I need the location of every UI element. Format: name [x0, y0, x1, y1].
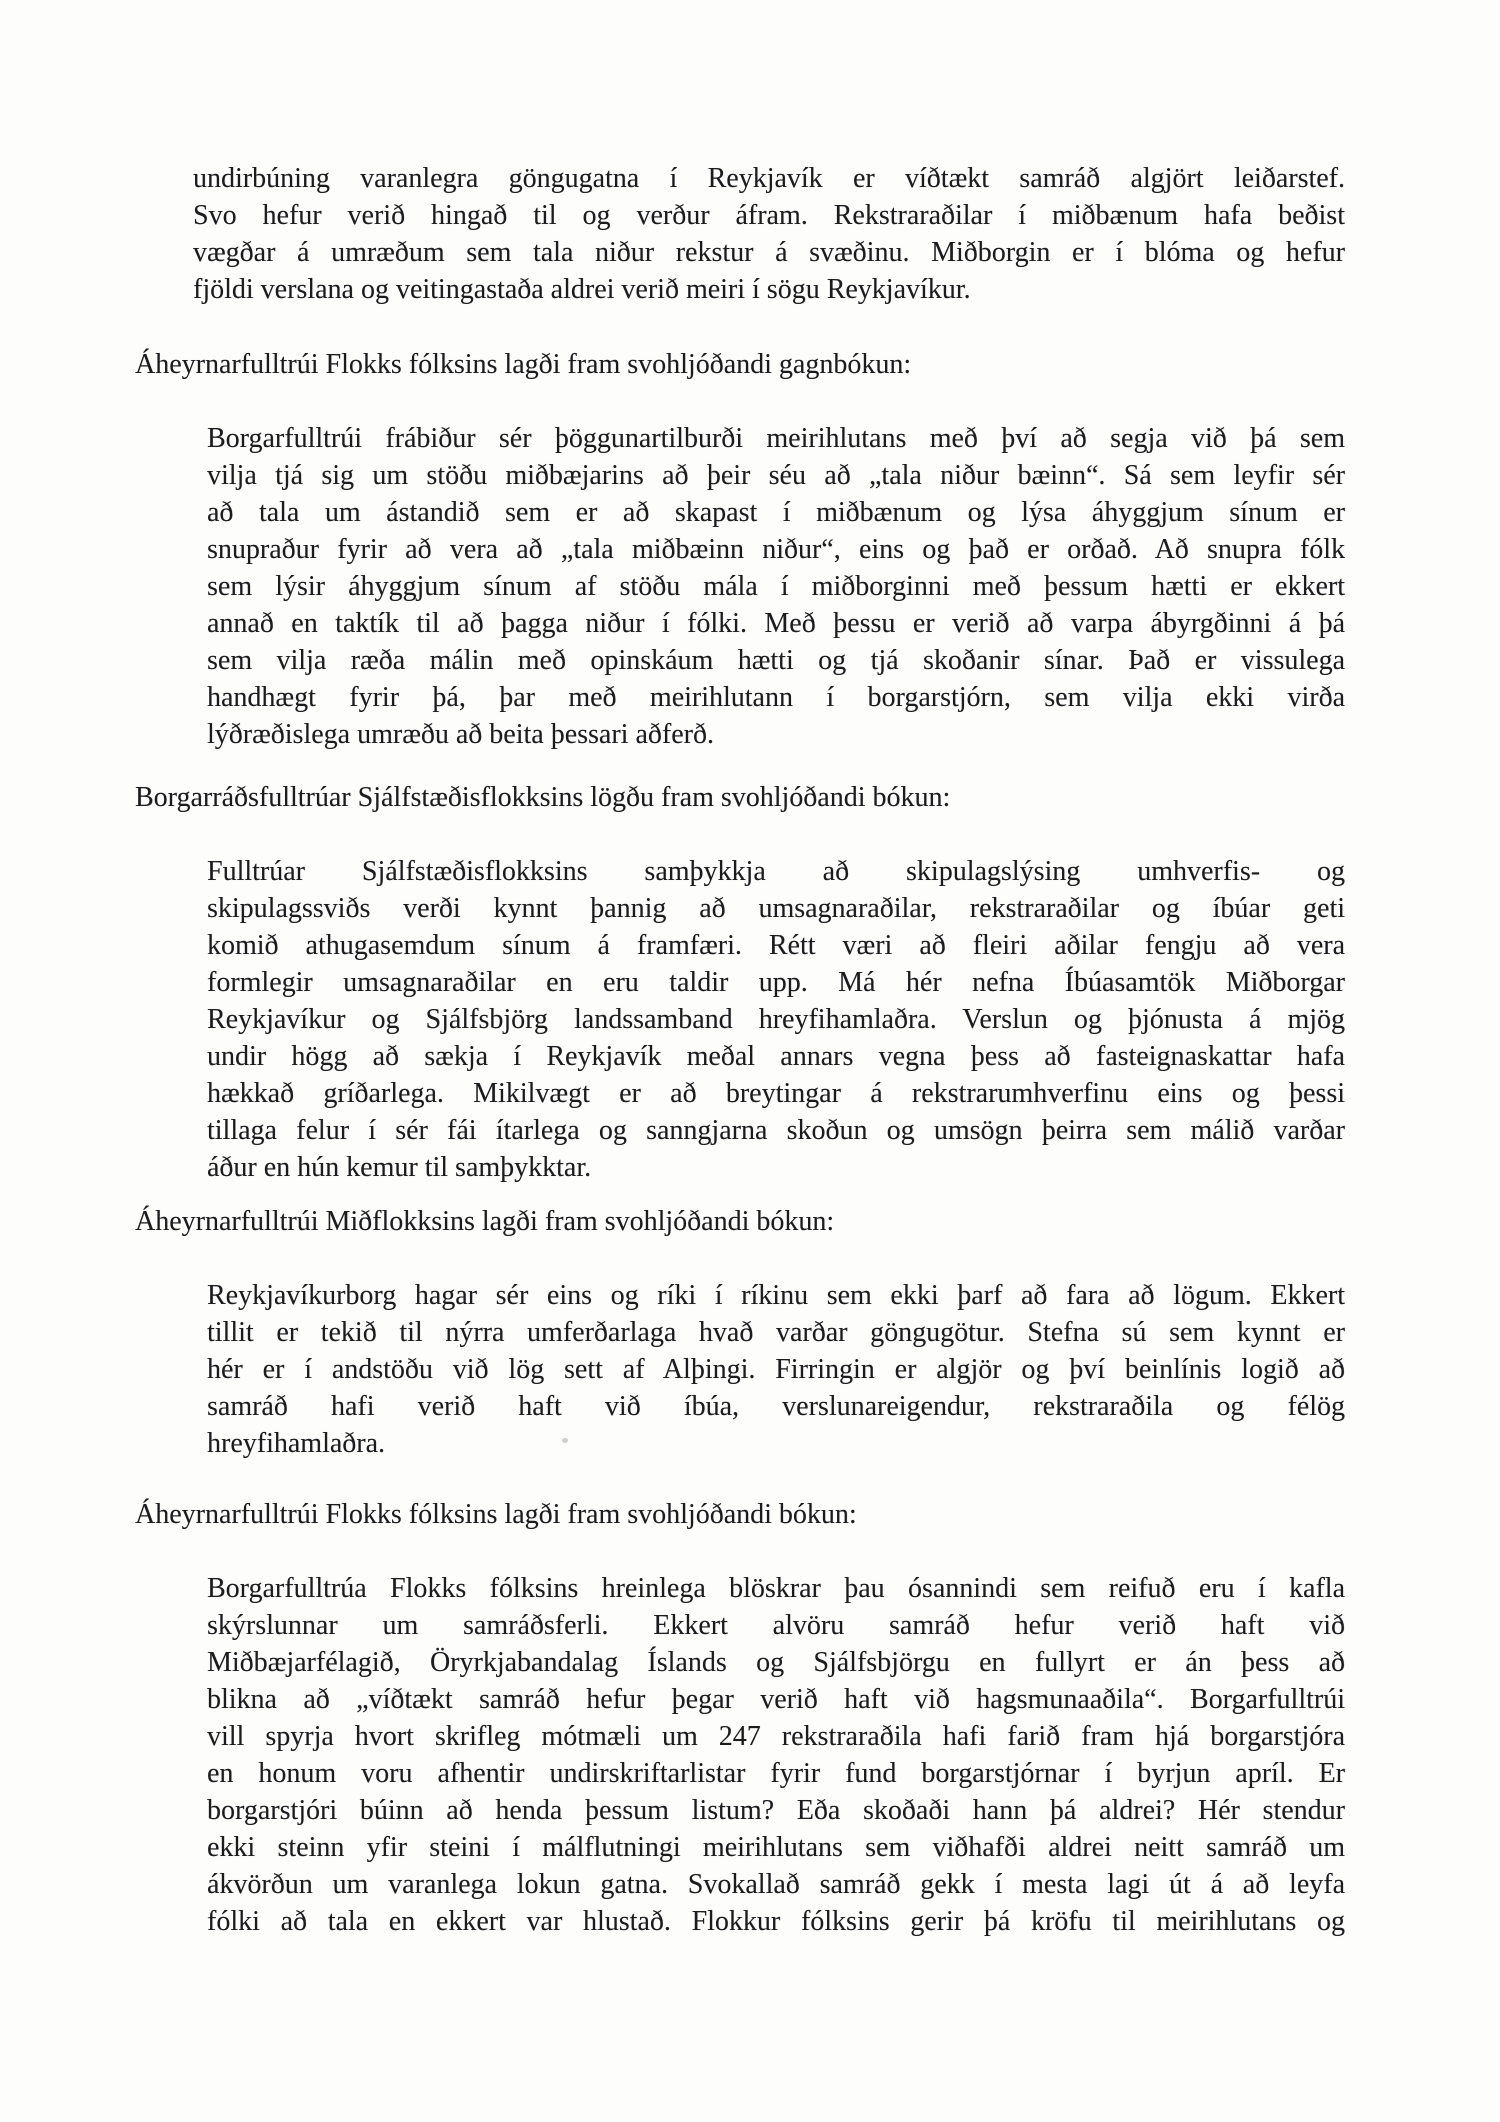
text-line: hækkað gríðarlega. Mikilvægt er að breytingar á rekstrarumhverfinu eins og þessi — [207, 1078, 1345, 1109]
text-line: borgarstjóri búinn að henda þessum listum? Eða skoðaði hann þá aldrei? Hér stendur — [207, 1795, 1345, 1826]
text-line: formlegir umsagnaraðilar en eru taldir upp. Má hér nefna Íbúasamtök Miðborgar — [207, 967, 1345, 998]
text-line: sem vilja ræða málin með opinskáum hætti og tjá skoðanir sínar. Það er vissulega — [207, 645, 1345, 676]
scan-speck — [562, 1438, 568, 1443]
text-line: tillit er tekið til nýrra umferðarlaga hvað varðar göngugötur. Stefna sú sem kynnt er — [207, 1317, 1345, 1348]
text-line: hér er í andstöðu við lög sett af Alþingi. Firringin er algjör og því beinlínis logið að — [207, 1354, 1345, 1385]
text-line: ákvörðun um varanlega lokun gatna. Svokallað samráð gekk í mesta lagi út á að leyfa — [207, 1869, 1345, 1900]
text-line: undirbúning varanlegra göngugatna í Reykjavík er víðtækt samráð algjört leiðarstef. — [193, 163, 1345, 194]
text-line: annað en taktík til að þagga niður í fólki. Með þessu er verið að varpa ábyrgðinni á þá — [207, 608, 1345, 639]
text-line: undir högg að sækja í Reykjavík meðal annars vegna þess að fasteignaskattar hafa — [207, 1041, 1345, 1072]
section-intro-gagnbokun-flokkur-folksins: Áheyrnarfulltrúi Flokks fólksins lagði fram svohljóðandi gagnbókun: — [135, 349, 912, 380]
text-line: hreyfihamlaðra. — [207, 1428, 386, 1459]
section-intro-bokun-sjalfstaedisflokkur: Borgarráðsfulltrúar Sjálfstæðisflokksins lögðu fram svohljóðandi bókun: — [135, 782, 951, 813]
text-line: að tala um ástandið sem er að skapast í miðbænum og lýsa áhyggjum sínum er — [207, 497, 1345, 528]
text-line: samráð hafi verið haft við íbúa, verslunareigendur, rekstraraðila og félög — [207, 1391, 1345, 1422]
text-line: Borgarfulltrúa Flokks fólksins hreinlega blöskrar þau ósannindi sem reifuð eru í kafla — [207, 1573, 1345, 1604]
text-line: vægðar á umræðum sem tala niður rekstur á svæðinu. Miðborgin er í blóma og hefur — [193, 237, 1345, 268]
text-line: fólki að tala en ekkert var hlustað. Flokkur fólksins gerir þá kröfu til meirihlutans og — [207, 1906, 1345, 1937]
text-line: skipulagssviðs verði kynnt þannig að umsagnaraðilar, rekstraraðilar og íbúar geti — [207, 893, 1345, 924]
text-line: ekki steinn yfir steini í málflutningi meirihlutans sem viðhafði aldrei neitt samráð um — [207, 1832, 1345, 1863]
text-line: en honum voru afhentir undirskriftarlistar fyrir fund borgarstjórnar í byrjun apríl. Er — [207, 1758, 1345, 1789]
quote-block-bokun-midflokkur — [207, 1277, 1345, 1462]
text-line: vilja tjá sig um stöðu miðbæjarins að þeir séu að „tala niður bæinn“. Sá sem leyfir sér — [207, 460, 1345, 491]
text-line: handhægt fyrir þá, þar með meirihlutann í borgarstjórn, sem vilja ekki virða — [207, 682, 1345, 713]
section-intro-bokun-flokkur-folksins: Áheyrnarfulltrúi Flokks fólksins lagði fram svohljóðandi bókun: — [135, 1499, 857, 1530]
text-line: snupraður fyrir að vera að „tala miðbæinn niður“, eins og það er orðað. Að snupra fólk — [207, 534, 1345, 565]
text-line: vill spyrja hvort skrifleg mótmæli um 247 rekstraraðila hafi farið fram hjá borgarstjóra — [207, 1721, 1345, 1752]
text-line: blikna að „víðtækt samráð hefur þegar verið haft við hagsmunaaðila“. Borgarfulltrúi — [207, 1684, 1345, 1715]
text-line: áður en hún kemur til samþykktar. — [207, 1152, 592, 1183]
text-line: fjöldi verslana og veitingastaða aldrei verið meiri í sögu Reykjavíkur. — [193, 274, 971, 305]
text-line: Borgarfulltrúi frábiður sér þöggunartilburði meirihlutans með því að segja við þá sem — [207, 423, 1345, 454]
text-line: lýðræðislega umræðu að beita þessari aðferð. — [207, 719, 714, 750]
text-line: tillaga felur í sér fái ítarlega og sanngjarna skoðun og umsögn þeirra sem málið varðar — [207, 1115, 1345, 1146]
section-intro-bokun-midflokkur: Áheyrnarfulltrúi Miðflokksins lagði fram svohljóðandi bókun: — [135, 1206, 835, 1237]
text-line: sem lýsir áhyggjum sínum af stöðu mála í miðborginni með þessum hætti er ekkert — [207, 571, 1345, 602]
text-line: Miðbæjarfélagið, Öryrkjabandalag Íslands og Sjálfsbjörgu en fullyrt er án þess að — [207, 1647, 1345, 1678]
quote-block-bokun-sjalfstaedisflokkur — [207, 853, 1345, 1186]
text-line: skýrslunnar um samráðsferli. Ekkert alvöru samráð hefur verið haft við — [207, 1610, 1345, 1641]
text-line: Svo hefur verið hingað til og verður áfram. Rekstraraðilar í miðbænum hafa beðist — [193, 200, 1345, 231]
text-line: Fulltrúar Sjálfstæðisflokksins samþykkja að skipulagslýsing umhverfis- og — [207, 856, 1345, 887]
text-line: Reykjavíkurborg hagar sér eins og ríki í ríkinu sem ekki þarf að fara að lögum. Ekkert — [207, 1280, 1345, 1311]
text-line: Reykjavíkur og Sjálfsbjörg landssamband hreyfihamlaðra. Verslun og þjónusta á mjög — [207, 1004, 1345, 1035]
continuation-paragraph — [193, 160, 1345, 308]
quote-block-bokun-flokkur-folksins — [207, 1570, 1345, 1940]
text-line: komið athugasemdum sínum á framfæri. Rétt væri að fleiri aðilar fengju að vera — [207, 930, 1345, 961]
quote-block-gagnbokun-flokkur-folksins — [207, 420, 1345, 753]
